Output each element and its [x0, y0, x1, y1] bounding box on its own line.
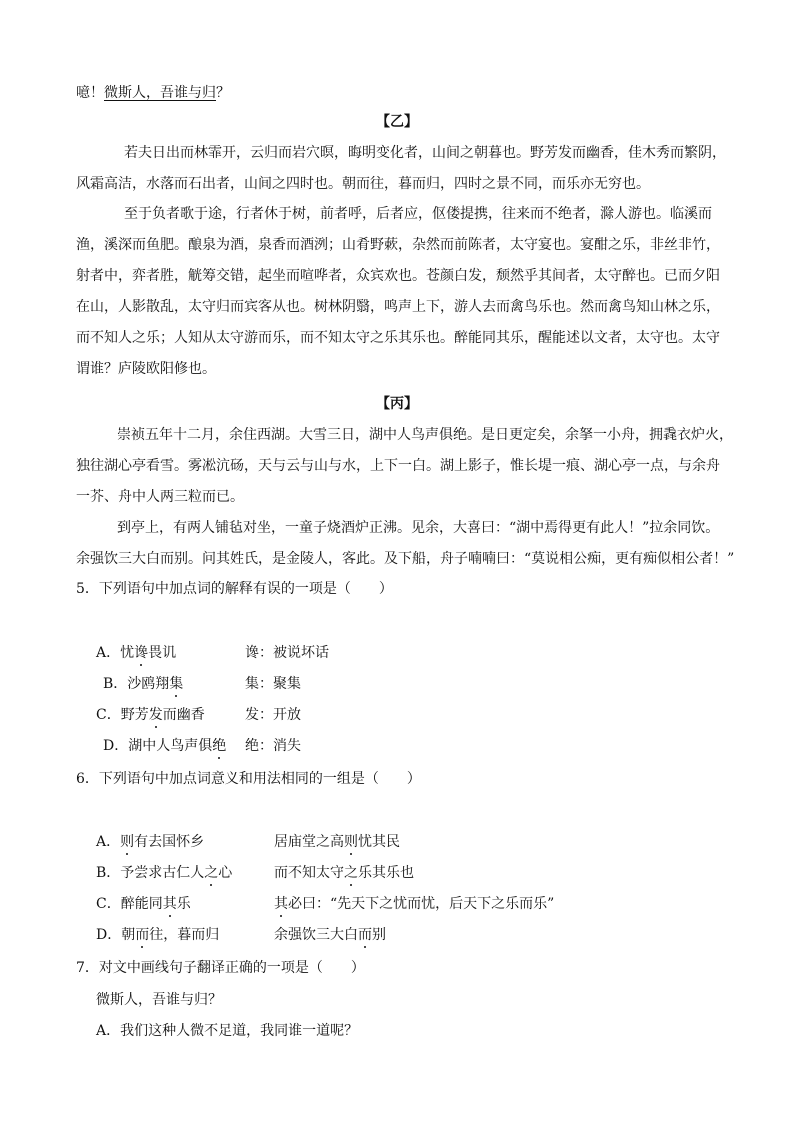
q6-option-a[interactable] [96, 832, 204, 852]
passage-c-line: 崇祯五年十二月，余住西湖。大雪三日，湖中人鸟声俱绝。是日更定矣，余拏一小舟，拥毳衣炉火， [117, 427, 733, 443]
option-text: 朝 [121, 927, 136, 943]
option-text: 有去国怀乡 [134, 834, 205, 850]
text-suffix: ？ [216, 85, 230, 101]
q6-option-b-second [274, 863, 414, 883]
passage-b-line: 至于负者歌于途，行者休于树，前者呼，后者应，伛偻提携，往来而不绝者，滁人游也。临溪而 [124, 206, 712, 222]
q6-option-d[interactable] [96, 925, 219, 945]
option-label: A． [96, 834, 121, 850]
underlined-sentence: 微斯人，吾谁与归 [104, 85, 216, 101]
dotted-word: 之 [344, 865, 358, 881]
dotted-word: 则 [120, 834, 135, 850]
q6-option-c-second [274, 894, 554, 914]
option-label: B． [103, 676, 128, 692]
option-label: A． [96, 645, 121, 661]
q6-option-c[interactable] [96, 894, 191, 914]
text-prefix: 噫！ [76, 85, 104, 101]
dotted-word: 其 [274, 896, 288, 912]
q6-option-d-second [274, 925, 386, 945]
option-text: 野芳 [120, 707, 149, 723]
q5-option-c-explanation: 发：开放 [245, 707, 301, 723]
option-text: 居庙堂之高 [274, 834, 344, 850]
q5-option-c[interactable] [96, 705, 205, 725]
option-text: 必曰：“先天下之忧而忧，后天下之乐而乐” [288, 896, 555, 912]
passage-b-heading: 【乙】 [376, 114, 418, 130]
q5-option-d-explanation: 绝：消失 [245, 738, 301, 754]
option-text: 乐 [176, 896, 191, 912]
passage-b-line: 在山，人影散乱，太守归而宾客从也。树林阴翳，鸣声上下，游人去而禽鸟乐也。然而禽鸟知山林之乐， [76, 299, 720, 315]
passage-a-final-line [76, 83, 230, 103]
passage-b-line: 谓谁？庐陵欧阳修也。 [76, 361, 216, 377]
q6-option-a-second [274, 832, 400, 852]
option-text: 别 [372, 927, 386, 943]
dotted-word: 绝 [212, 738, 227, 754]
passage-b-line: 渔，溪深而鱼肥。酿泉为酒，泉香而酒洌；山肴野蔌，杂然而前陈者，太守宴也。宴酣之乐，非丝非竹， [76, 237, 720, 253]
option-text: 而幽香 [162, 707, 205, 723]
option-text: 往，暮而归 [149, 927, 220, 943]
passage-c-line: 一芥、舟中人两三粒而已。 [76, 489, 244, 505]
option-text: 心 [218, 865, 233, 881]
dotted-word: 之 [204, 865, 219, 881]
option-text: 沙鸥翔 [127, 676, 170, 692]
dotted-word: 集 [169, 676, 184, 692]
dotted-word: 谗 [134, 645, 149, 661]
dotted-word: 则 [344, 834, 358, 850]
option-text: 畏讥 [148, 645, 177, 661]
q5-option-b-explanation: 集：聚集 [245, 676, 301, 692]
q7-sentence: 微斯人，吾谁与归？ [96, 992, 222, 1008]
passage-b-line: 风霜高洁，水落而石出者，山间之四时也。朝而往，暮而归，四时之景不同，而乐亦无穷也。 [76, 176, 650, 192]
q5-option-b[interactable] [103, 674, 183, 694]
dotted-word: 而 [358, 927, 372, 943]
option-label: D． [103, 738, 129, 754]
dotted-word: 而 [135, 927, 150, 943]
passage-b-line: 而不知人之乐；人知从太守游而乐，而不知太守之乐其乐也。醉能同其乐，醒能述以文者，太守也。太守 [76, 330, 720, 346]
option-label: C． [96, 707, 121, 723]
option-text: 湖中人鸟声俱 [128, 738, 213, 754]
q5-stem: 5．下列语句中加点词的解释有误的一项是（ ） [76, 581, 393, 597]
q5-option-a-explanation: 谗：被说坏话 [245, 645, 329, 661]
q6-stem: 6．下列语句中加点词意义和用法相同的一组是（ ） [76, 771, 421, 787]
q6-option-b[interactable] [96, 863, 232, 883]
passage-c-line: 独往湖心亭看雪。雾凇沆砀，天与云与山与水，上下一白。湖上影子，惟长堤一痕、湖心亭一点，与余舟 [76, 458, 720, 474]
passage-c-line: 到亭上，有两人铺毡对坐，一童子烧酒炉正沸。见余，大喜曰：“湖中焉得更有此人！”拉余同饮。 [117, 520, 720, 536]
q7-stem: 7．对文中画线句子翻译正确的一项是（ ） [76, 960, 365, 976]
q5-option-a[interactable] [96, 643, 176, 663]
option-text: 乐其乐也 [358, 865, 414, 881]
passage-b-line: 射者中，弈者胜，觥筹交错，起坐而喧哗者，众宾欢也。苍颜白发，颓然乎其间者，太守醉也。已而夕阳 [76, 268, 720, 284]
option-text: 醉能同 [120, 896, 163, 912]
option-text: 而不知太守 [274, 865, 344, 881]
dotted-word: 其 [162, 896, 177, 912]
option-text: 予尝求古仁人 [120, 865, 205, 881]
option-label: C． [96, 896, 121, 912]
passage-c-line: 余强饮三大白而别。问其姓氏，是金陵人，客此。及下船，舟子喃喃曰：“莫说相公痴，更有痴似相公者！” [76, 551, 735, 567]
option-text: 忧 [120, 645, 135, 661]
option-text: 余强饮三大白 [274, 927, 358, 943]
q7-option-a[interactable]: A．我们这种人微不足道，我同谁一道呢？ [96, 1023, 359, 1039]
passage-b-line: 若夫日出而林霏开，云归而岩穴暝，晦明变化者，山间之朝暮也。野芳发而幽香，佳木秀而繁阴， [124, 145, 726, 161]
q5-option-d[interactable] [103, 736, 226, 756]
option-label: B． [96, 865, 121, 881]
option-text: 忧其民 [358, 834, 400, 850]
dotted-word: 发 [148, 707, 163, 723]
option-label: D． [96, 927, 122, 943]
passage-c-heading: 【丙】 [376, 396, 418, 412]
